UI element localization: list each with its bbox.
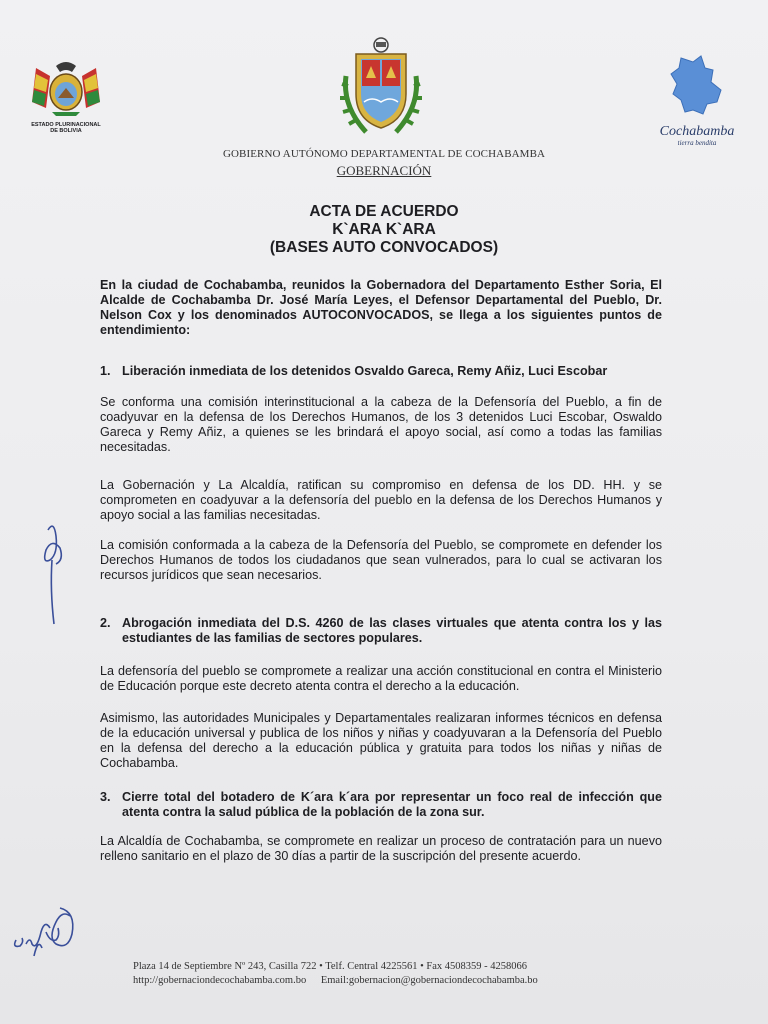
coat-of-arms-icon xyxy=(28,58,104,120)
point-1-paragraph-1: Se conforma una comisión interinstitucional a la cabeza de la Defensoría del Pueblo, a fin de coadyuvar en la defensa de los Derechos Humanos, de los 3 detenidos Luci Escobar, Oswaldo Gareca y Remy Añiz, a quienes se les brindará el apoyo social, así como a todas las familias necesitadas. xyxy=(100,395,662,454)
bolivia-coat-of-arms-logo xyxy=(22,58,110,135)
department-map-icon xyxy=(667,54,727,118)
point-1-paragraph-2: La Gobernación y La Alcaldía, ratifican su compromiso en defensa de los DD. HH. y se comprometen en coadyuvar a la defensoría del pueblo en la defensa de los Derechos Humanos y apoyo social a las familias necesitadas. xyxy=(100,478,662,522)
caption-line-1: ESTADO PLURINACIONAL xyxy=(31,122,101,128)
point-1-paragraph-3: La comisión conformada a la cabeza de la Defensoría del Pueblo, se compromete en defender los Derechos Humanos de todos los ciudadanos que sean vulnerados, para lo cual se activaran los recursos jurídicos que sean necesarios. xyxy=(100,538,662,582)
government-subtitle xyxy=(0,163,768,179)
gobernacion-label: GOBERNACIÓN xyxy=(336,163,432,178)
point-2-paragraph-2: Asimismo, las autoridades Municipales y Departamentales realizaran informes técnicos en defensa de la educación universal y publica de los niños y niñas y coadyuvaran a la Defensoría del Pueblo en la defensa del derecho a la educación pública y gratuita para todos los niñas y niñas de Cochabamba. xyxy=(100,711,662,770)
signature-mark-icon xyxy=(34,520,74,630)
brand-name: Cochabamba xyxy=(659,124,735,139)
footer-address: Plaza 14 de Septiembre Nº 243, Casilla 722 • Telf. Central 4225561 • Fax 4508359 - 4258066 xyxy=(133,961,528,972)
government-name: GOBIERNO AUTÓNOMO DEPARTAMENTAL DE COCHABAMBA xyxy=(222,148,546,160)
caption-line-2: DE BOLIVIA xyxy=(50,128,82,135)
title-line-3: (BASES AUTO CONVOCADOS) xyxy=(269,239,499,256)
footer-website-link[interactable]: http://gobernaciondecochabamba.com.bo xyxy=(133,975,307,986)
brand-tagline: tierra bendita xyxy=(677,139,717,147)
point-heading-text: Liberación inmediata de los detenidos Osvaldo Gareca, Remy Añiz, Luci Escobar xyxy=(122,364,608,378)
point-heading-text: Abrogación inmediata del D.S. 4260 de las clases virtuales que atenta contra los y las estudiantes de las familias de sectores populares. xyxy=(122,616,662,645)
document-title xyxy=(0,203,768,257)
footer-contact xyxy=(133,974,603,988)
point-number: 1. xyxy=(100,364,111,378)
point-1-heading xyxy=(100,364,662,379)
point-number: 2. xyxy=(100,616,111,630)
intro-paragraph: En la ciudad de Cochabamba, reunidos la Gobernadora del Departamento Esther Soria, El Alcalde de Cochabamba Dr. José María Leyes, el Defensor Departamental del Pueblo, Dr. Nelson Cox y los denominados AUTOCONVOCADOS, se llega a los siguientes puntos de entendimiento: xyxy=(100,278,662,337)
footer xyxy=(133,960,603,988)
coat-of-arms-caption xyxy=(22,122,110,135)
point-2-paragraph-1: La defensoría del pueblo se compromete a realizar una acción constitucional en contra el Ministerio de Educación porque este decreto atenta contra el derecho a la educación. xyxy=(100,664,662,693)
point-3-heading xyxy=(100,790,662,820)
title-line-2: K`ARA K`ARA xyxy=(332,221,436,238)
point-2-heading xyxy=(100,616,662,646)
point-3-paragraph-1: La Alcaldía de Cochabamba, se compromete en realizar un proceso de contratación para un nuevo relleno sanitario en el plazo de 30 días a partir de la suscripción del presente acuerdo. xyxy=(100,834,662,863)
department-shield-icon xyxy=(336,36,426,140)
point-number: 3. xyxy=(100,790,111,804)
footer-email[interactable]: Email:gobernacion@gobernaciondecochabamba.bo xyxy=(320,975,538,986)
signature-initials-icon xyxy=(10,898,80,960)
title-line-1: ACTA DE ACUERDO xyxy=(309,203,459,220)
point-heading-text: Cierre total del botadero de K´ara k´ara por representar un foco real de infección que atenta contra la salud pública de la población de la zona sur. xyxy=(122,790,662,819)
cochabamba-brand-logo xyxy=(652,54,742,147)
cochabamba-shield-logo xyxy=(336,36,426,145)
